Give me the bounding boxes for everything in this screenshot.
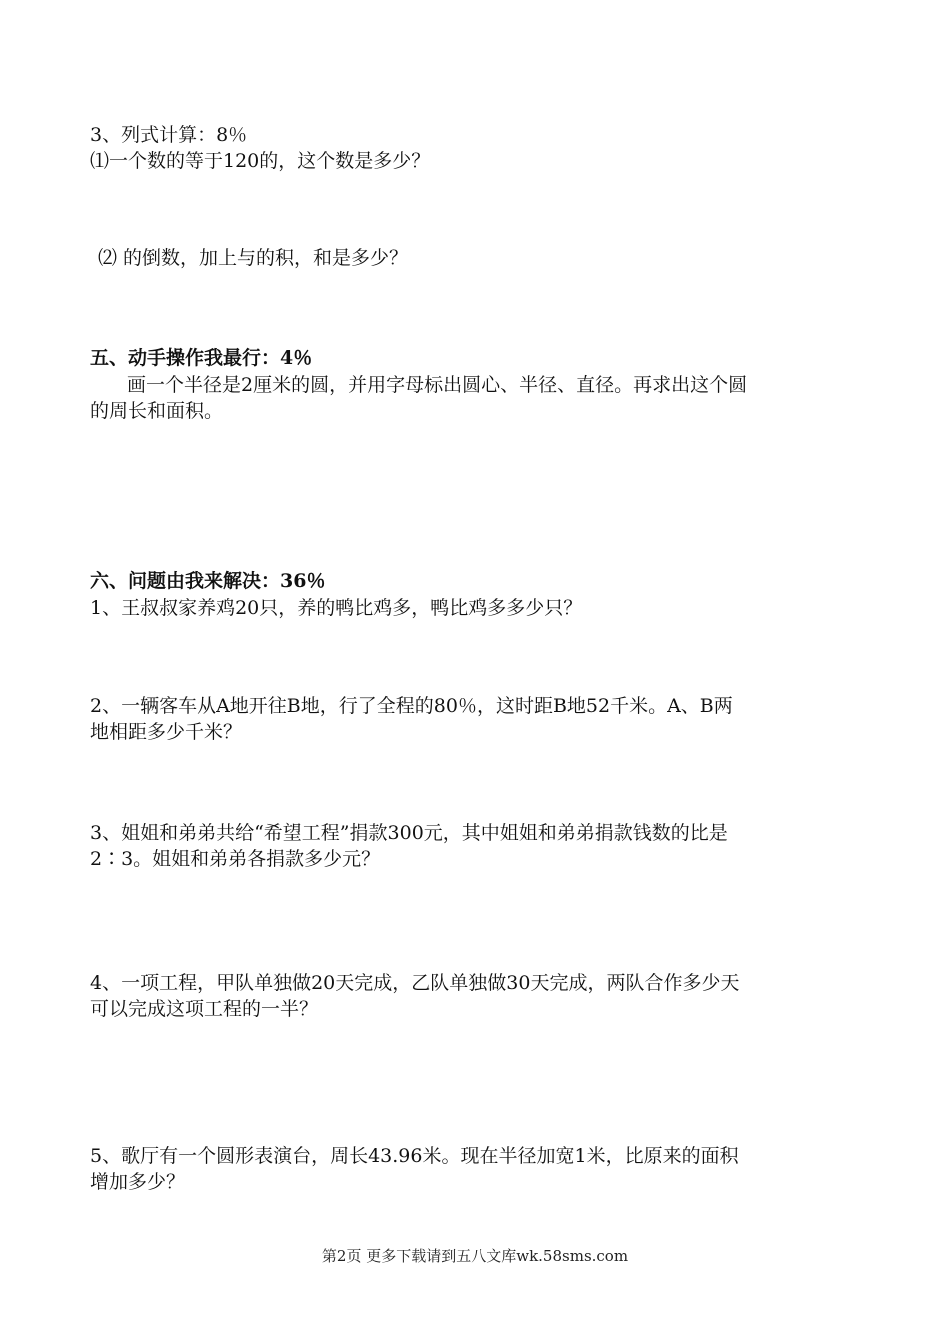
- question-3-2: ⑵ 的倒数，加上与的积，和是多少？: [98, 247, 409, 269]
- section-6-heading: 六、问题由我来解决：36％: [90, 570, 326, 592]
- problem-2-line-2: 地相距多少千米？: [90, 721, 243, 743]
- section-5-text-line-2: 的周长和面积。: [90, 400, 224, 422]
- problem-5-line-1: 5、歌厅有一个圆形表演台，周长43.96米。现在半径加宽1米，比原来的面积: [90, 1145, 739, 1167]
- problem-3-line-2: 2∶3。姐姐和弟弟各捐款多少元？: [90, 848, 381, 870]
- question-3-1: ⑴一个数的等于120的，这个数是多少？: [90, 150, 431, 172]
- section-5-text-line-1: 画一个半径是2厘米的圆，并用字母标出圆心、半径、直径。再求出这个圆: [127, 374, 748, 396]
- problem-4-line-2: 可以完成这项工程的一半？: [90, 998, 319, 1020]
- problem-2-line-1: 2、一辆客车从A地开往B地，行了全程的80％，这时距B地52千米。A、B两: [90, 695, 733, 717]
- problem-5-line-2: 增加多少？: [90, 1171, 186, 1193]
- section-3-heading: 3、列式计算：8％: [90, 124, 248, 146]
- problem-1: 1、王叔叔家养鸡20只，养的鸭比鸡多，鸭比鸡多多少只？: [90, 597, 583, 619]
- problem-3-line-1: 3、姐姐和弟弟共给“希望工程”捐款300元，其中姐姐和弟弟捐款钱数的比是: [90, 822, 728, 844]
- section-5-heading: 五、动手操作我最行：4％: [90, 347, 313, 369]
- page-footer: 第2页 更多下载请到五八文库wk.58sms.com: [321, 1247, 629, 1265]
- problem-4-line-1: 4、一项工程，甲队单独做20天完成，乙队单独做30天完成，两队合作多少天: [90, 972, 740, 994]
